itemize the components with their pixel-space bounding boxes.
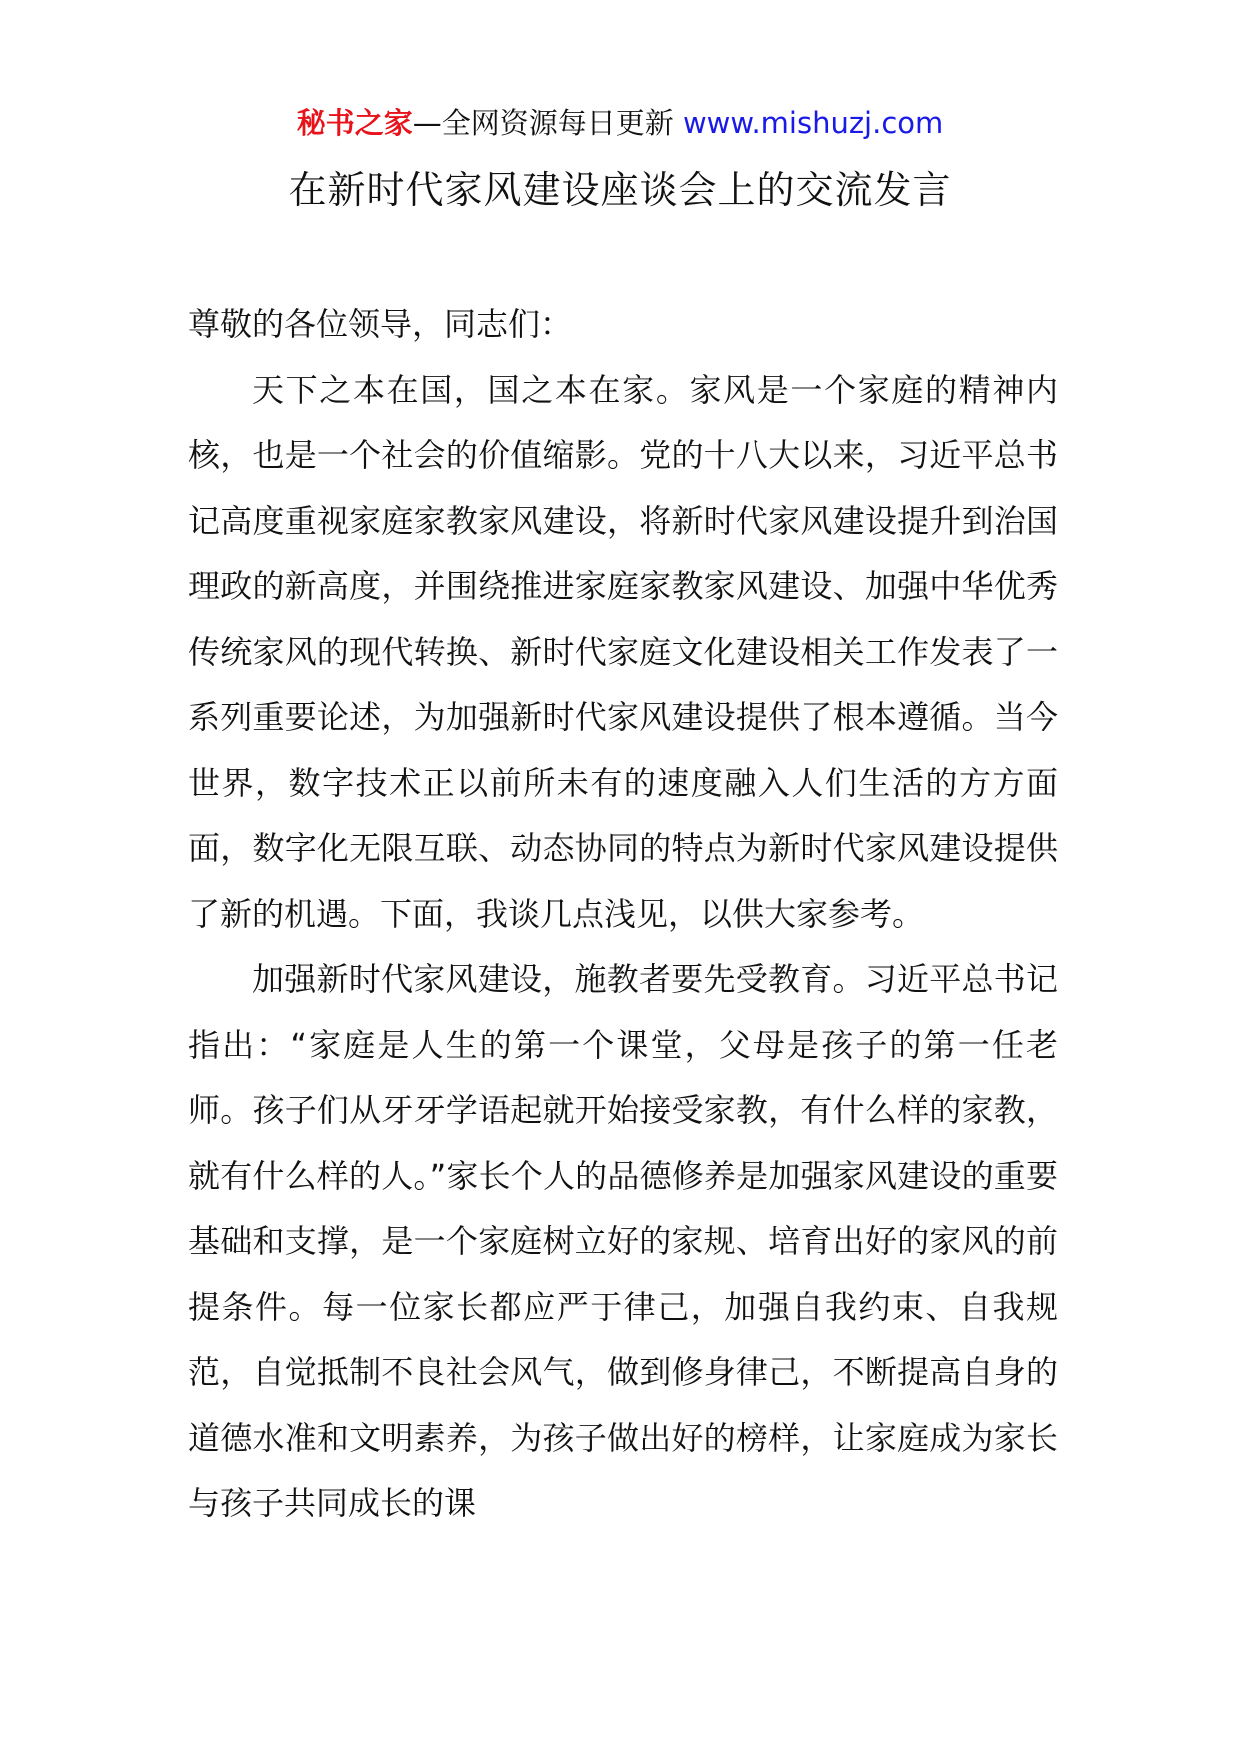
site-banner [0, 100, 1240, 146]
brand-name: 秘书之家 [296, 106, 413, 140]
salutation: 尊敬的各位领导，同志们： [188, 305, 573, 343]
document-body [188, 292, 1058, 1537]
document-title: 在新时代家风建设座谈会上的交流发言 [288, 168, 952, 212]
paragraph-1: 天下之本在国，国之本在家。家风是一个家庭的精神内核，也是一个社会的价值缩影。党的十八大以来，习近平总书记高度重视家庭家教家风建设，将新时代家风建设提升到治国理政的新高度，并围绕推进家庭家教家风建设、加强中华优秀传统家风的现代转换、新时代家庭文化建设相关工作发表了一系列重要论述，为加强新时代家风建设提供了根本遵循。当今世界，数字技术正以前所未有的速度融入人们生活的方方面面，数字化无限互联、动态协同的特点为新时代家风建设提供了新的机遇。下面，我谈几点浅见，以供大家参考。 [188, 370, 1058, 933]
site-url-link[interactable]: www.mishuzj.com [682, 106, 944, 140]
paragraph-2: 加强新时代家风建设，施教者要先受教育。习近平总书记指出：“家庭是人生的第一个课堂，父母是孩子的第一任老师。孩子们从牙牙学语起就开始接受家教，有什么样的家教，就有什么样的人。”家长个人的品德修养是加强家风建设的重要基础和支撑，是一个家庭树立好的家规、培育出好的家风的前提条件。每一位家长都应严于律己，加强自我约束、自我规范，自觉抵制不良社会风气，做到修身律己，不断提高自身的道德水准和文明素养，为孩子做出好的榜样，让家庭成为家长与孩子共同成长的课 [188, 960, 1058, 1522]
brand-slogan: —全网资源每日更新 [412, 106, 674, 140]
